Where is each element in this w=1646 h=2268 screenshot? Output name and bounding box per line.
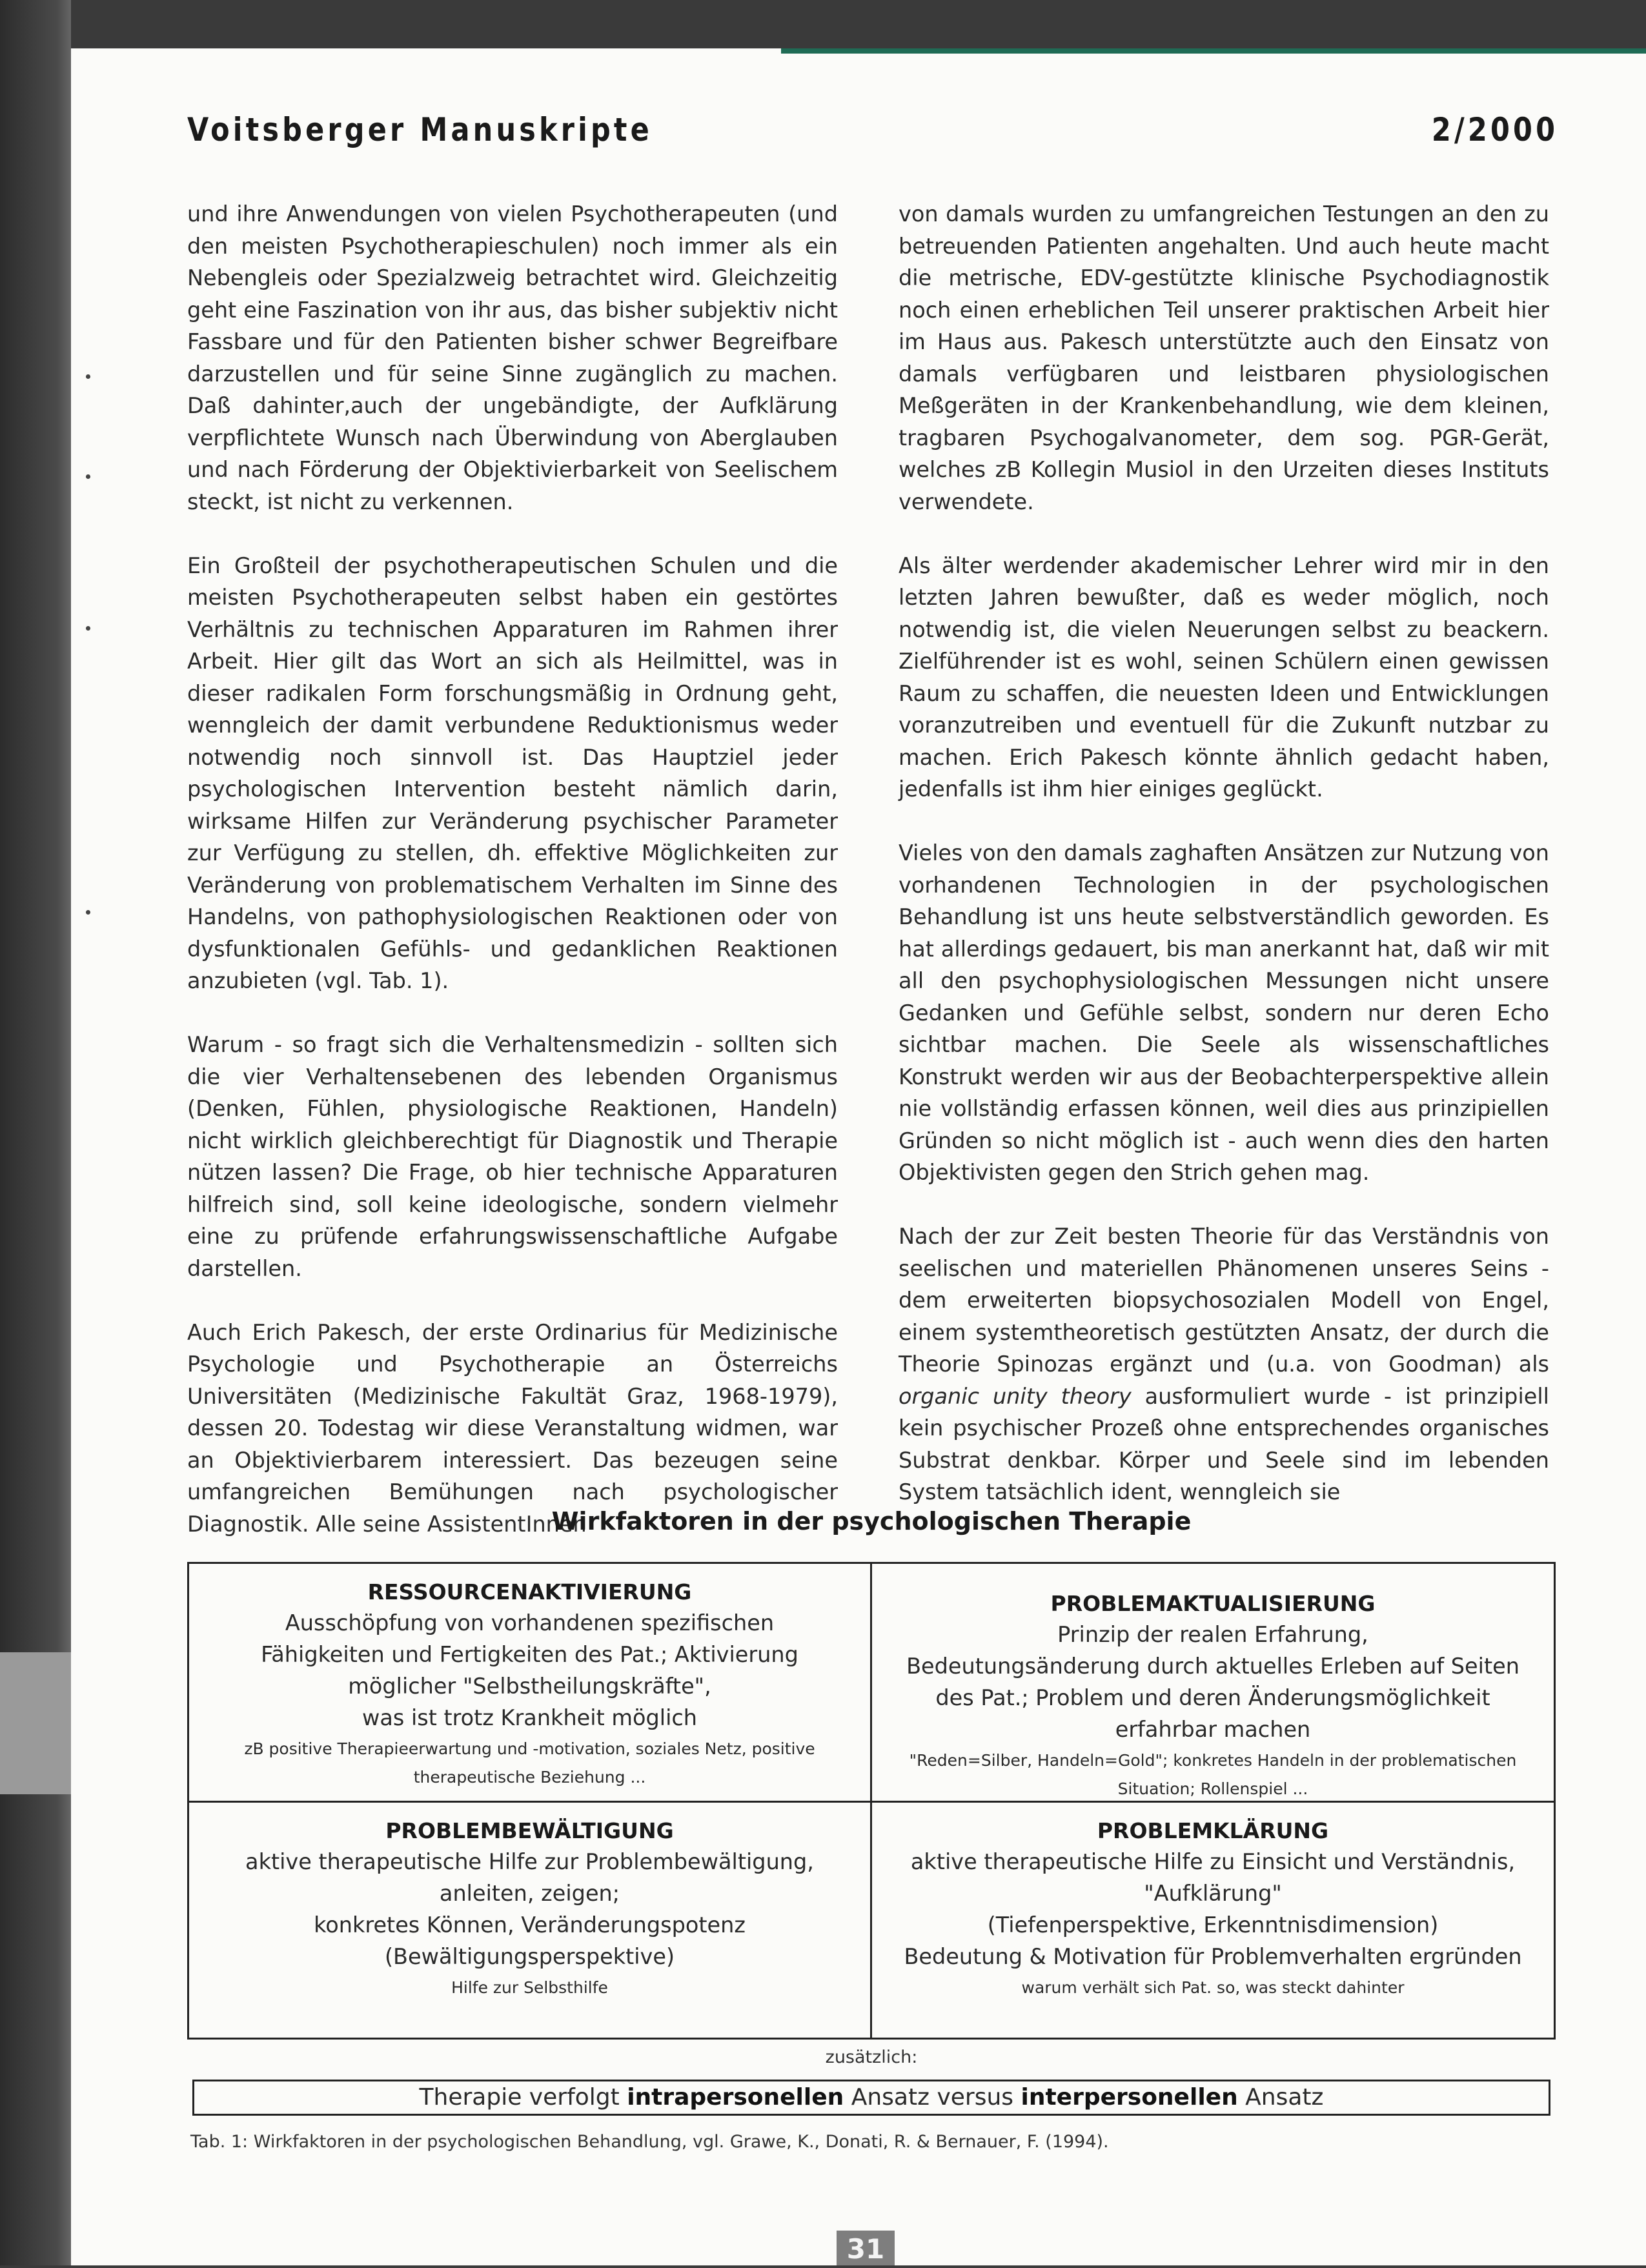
paragraph: Als älter werdender akademischer Lehrer wird mir in den letzten Jahren bewußter, daß es weder möglich, noch notwendig ist, die vielen Neuerungen selbst zu beackern. Zielführender ist es wohl, seinen Schülern einen gewissen Raum zu schaffen, die neuesten Ideen und Entwicklungen voranzutreiben und eventuell für die Zukunft nutzbar zu machen. Erich Pakesch könnte ähnlich gedacht haben, jedenfalls ist ihm hier einiges geglückt. — [899, 552, 1549, 802]
table-cell — [189, 1803, 872, 2038]
right-column — [899, 198, 1549, 1540]
cell-title: PROBLEMBEWÄLTIGUNG — [385, 1818, 674, 1843]
cell-line: konkretes Können, Veränderungspotenz — [314, 1912, 746, 1938]
cell-example — [215, 1974, 844, 2002]
scan-edge — [0, 0, 71, 2265]
cell-line: aktive therapeutische Hilfe zur Problembewältigung, — [245, 1849, 814, 1874]
cell-line: (Bewältigungsperspektive) — [384, 1944, 675, 1969]
wirkfaktoren-table — [187, 1562, 1556, 2040]
cell-line: aktive therapeutische Hilfe zu Einsicht und Verständnis, — [910, 1849, 1516, 1874]
cell-line: Fähigkeiten und Fertigkeiten des Pat.; Aktivierung — [261, 1642, 798, 1667]
italic-term: organic unity theory — [899, 1383, 1132, 1409]
cell-line: Bedeutung & Motivation für Problemverhalten ergründen — [904, 1944, 1522, 1969]
approach-box — [192, 2080, 1550, 2116]
example-line: "Reden=Silber, Handeln=Gold"; konkretes Handeln in der problematischen — [909, 1751, 1517, 1770]
paragraph: Vieles von den damals zaghaften Ansätzen zur Nutzung von vorhandenen Technologien in der psychologischen Behandlung ist uns heute selbstverständlich geworden. Es hat allerdings gedauert, bis man anerkannt hat, daß wir mit all den psychophysiologischen Messungen nicht unsere Gedanken und Gefühle selbst, sondern nur deren Echo sichtbar machen. Die Seele als wissenschaftliches Konstrukt werden wir aus der Beobachterperspektive allein nie vollständig erfassen können, weil dies aus prinzipiellen Gründen so nicht möglich ist - auch wenn dies den harten Objektivisten gegen den Strich gehen mag. — [899, 840, 1549, 1185]
paragraph: Auch Erich Pakesch, der erste Ordinarius für Medizinische Psychologie und Psychotherapie an Österreichs Universitäten (Medizinische Fakultät Graz, 1968-1979), dessen 20. Todestag wir diese Veranstaltung widmen, war an Objektivierbarem interessiert. Das bezeugen seine umfangreichen Bemühungen nach psychologischer Diagnostik. Alle seine AssistentInnen — [187, 1319, 838, 1537]
issue-number: 2/2000 — [1431, 111, 1559, 148]
table-caption: Tab. 1: Wirkfaktoren in der psychologischen Behandlung, vgl. Grawe, K., Donati, R. & Bernauer, F. (1994). — [190, 2132, 1109, 2152]
cell-body — [215, 1846, 844, 1972]
table-cell — [872, 1803, 1554, 2038]
page-number: 31 — [837, 2231, 895, 2265]
binder-mark — [86, 626, 90, 631]
cell-line: erfahrbar machen — [1115, 1717, 1311, 1742]
example-line: therapeutische Beziehung ... — [413, 1768, 646, 1787]
text-run: Nach der zur Zeit besten Theorie für das Verständnis von seelischen und materiellen Phänomenen unseres Seins - dem erweiterten biopsychosozialen Modell von Engel, einem systemtheoretisch gestützten Ansatz, der durch die Theorie Spinozas ergänzt und (u.a. von Goodman) als — [899, 1224, 1549, 1377]
cell-title: PROBLEMKLÄRUNG — [1097, 1818, 1329, 1843]
cell-body — [898, 1619, 1528, 1745]
bold-term: intrapersonellen — [627, 2084, 844, 2111]
figure-title: Wirkfaktoren in der psychologischen Therapie — [551, 1507, 1192, 1535]
cell-line: möglicher "Selbstheilungskräfte", — [348, 1674, 711, 1699]
cell-line: des Pat.; Problem und deren Änderungsmöglichkeit — [935, 1685, 1490, 1710]
paragraph: Ein Großteil der psychotherapeutischen Schulen und die meisten Psychotherapeuten selbst haben ein gestörtes Verhältnis zu technischen Apparaturen im Rahmen ihrer Arbeit. Hier gilt das Wort an sich als Heilmittel, was in dieser radikalen Form forschungsmäßig in Ordnung geht, wenngleich der damit verbundene Reduktionismus weder notwendig noch sinnvoll ist. Das Hauptziel jeder psychologischen Intervention besteht nämlich darin, wirksame Hilfen zur Veränderung psychischer Parameter zur Verfügung zu stellen, dh. effektive Möglichkeiten zur Veränderung von problematischem Verhalten im Sinne des Handelns, von pathophysiologischen Reaktionen oder von dysfunktionalen Gefühls- und gedanklichen Reaktionen anzubieten (vgl. Tab. 1). — [187, 552, 838, 993]
binder-mark — [86, 374, 90, 379]
binder-mark — [86, 910, 90, 915]
example-line: warum verhält sich Pat. so, was steckt dahinter — [1021, 1978, 1405, 1997]
cell-line: "Aufklärung" — [1144, 1881, 1282, 1906]
cell-line: (Tiefenperspektive, Erkenntnisdimension) — [987, 1912, 1439, 1938]
cell-line: anleiten, zeigen; — [439, 1881, 620, 1906]
cell-line: Ausschöpfung von vorhandenen spezifischen — [285, 1610, 775, 1635]
scan-edge-highlight — [0, 1652, 74, 1794]
table-cell — [189, 1564, 872, 1803]
text-run: Ansatz versus — [851, 2084, 1014, 2111]
text-run: ausformuliert wurde - ist prinzipiell kein psychischer Prozeß ohne entsprechendes organisches Substrat denkbar. Körper und Seele sind im lebenden System tatsächlich ident, wenngleich sie — [899, 1383, 1549, 1504]
example-line: zB positive Therapieerwartung und -motivation, soziales Netz, positive — [244, 1739, 815, 1758]
left-column — [187, 198, 838, 1572]
text-run: Ansatz — [1245, 2084, 1324, 2111]
cell-example — [898, 1974, 1528, 2002]
cell-body — [215, 1607, 844, 1734]
paragraph: und ihre Anwendungen von vielen Psychotherapeuten (und den meisten Psychotherapieschulen) noch immer als ein Nebengleis oder Spezialzweig betrachtet wird. Gleichzeitig geht eine Faszination von ihr aus, das bisher subjektiv nicht Fassbare und für den Patienten bisher schwer Begreifbare darzustellen und für seine Sinne zugänglich zu machen. Daß dahinter,auch der ungebändigte, der Aufklärung verpflichtete Wunsch nach Überwindung von Aberglauben und nach Förderung der Objektivierbarkeit von Seelischem steckt, ist nicht zu verkennen. — [187, 201, 838, 514]
cell-title: PROBLEMAKTUALISIERUNG — [1050, 1591, 1376, 1616]
text-run: Therapie verfolgt — [419, 2084, 620, 2111]
cell-body — [898, 1846, 1528, 1972]
paragraph: von damals wurden zu umfangreichen Testungen an den zu betreuenden Patienten angehalten. Und auch heute macht die metrische, EDV-gestützte klinische Psychodiagnostik noch einen erheblichen Teil unserer praktischen Arbeit hier im Haus aus. Pakesch unterstützte auch den Einsatz von damals verfügbaren und leistbaren physiologischen Meßgeräten in der Krankenbehandlung, wie dem kleinen, tragbaren Psychogalvanometer, dem sog. PGR-Gerät, welches zB Kollegin Musiol in den Urzeiten dieses Instituts verwendete. — [899, 201, 1549, 514]
paragraph — [899, 1220, 1549, 1508]
running-header — [187, 111, 1559, 156]
binder-mark — [86, 474, 90, 479]
paragraph: Warum - so fragt sich die Verhaltensmedizin - sollten sich die vier Verhaltensebenen des lebenden Organismus (Denken, Fühlen, physiologische Reaktionen, Handeln) nicht wirklich gleichberechtigt für Diagnostik und Therapie nützen lassen? Die Frage, ob hier technische Apparaturen hilfreich sind, soll keine ideologische, sondern vielmehr eine zu prüfende erfahrungswissenschaftliche Aufgabe darstellen. — [187, 1032, 838, 1281]
journal-title: Voitsberger Manuskripte — [187, 111, 653, 148]
cell-example — [898, 1747, 1528, 1803]
example-line: Situation; Rollenspiel ... — [1117, 1779, 1308, 1798]
cover-strip — [781, 48, 1646, 54]
addon-label: zusätzlich: — [825, 2047, 918, 2067]
cell-example — [215, 1735, 844, 1792]
bold-term: interpersonellen — [1021, 2084, 1238, 2111]
cell-line: Prinzip der realen Erfahrung, — [1057, 1622, 1368, 1647]
cell-title: RESSOURCENAKTIVIERUNG — [367, 1579, 692, 1605]
cell-line: was ist trotz Krankheit möglich — [361, 1705, 698, 1730]
table-cell — [872, 1564, 1554, 1803]
cell-line: Bedeutungsänderung durch aktuelles Erleben auf Seiten — [906, 1654, 1519, 1679]
example-line: Hilfe zur Selbsthilfe — [451, 1978, 608, 1997]
